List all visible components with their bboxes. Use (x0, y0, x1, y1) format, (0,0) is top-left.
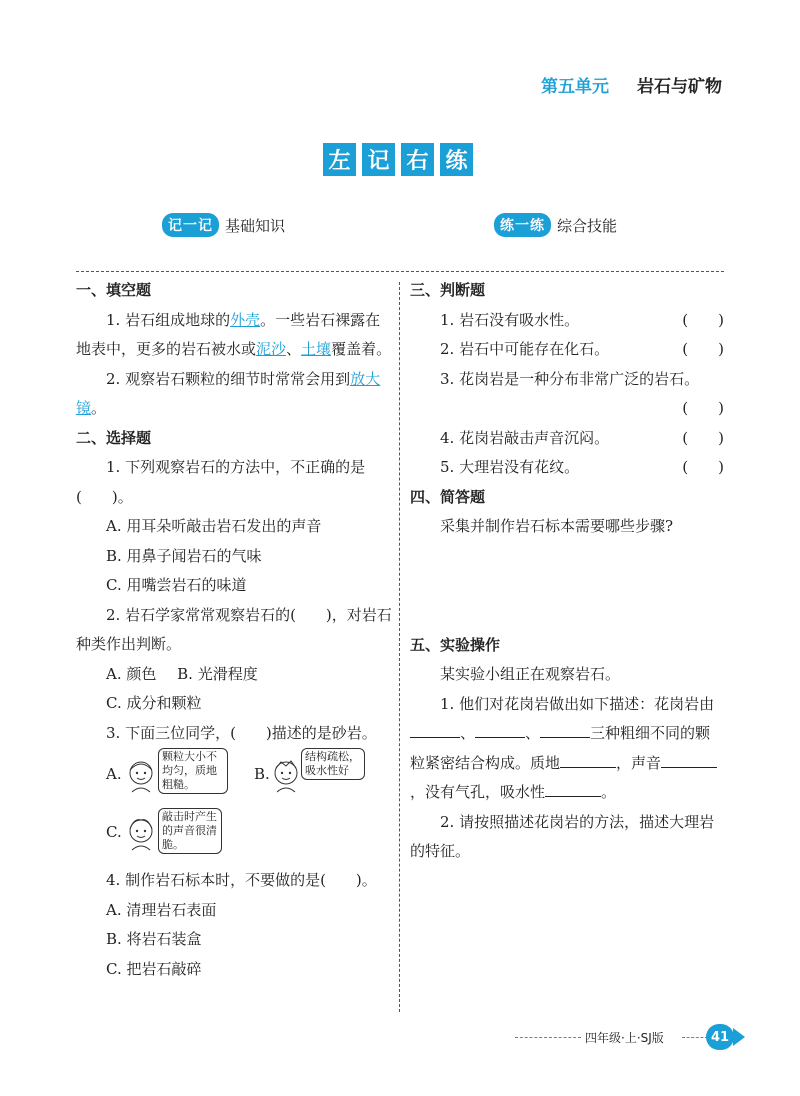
fill-q2-text: 2. 观察岩石颗粒的细节时常常会用到 (106, 369, 351, 388)
section-experiment-title: 五、实验操作 (410, 635, 501, 654)
experiment-q1-text: 。 (601, 783, 617, 801)
option-a-label: A. (106, 765, 122, 783)
answer-parentheses: ( ) (682, 340, 724, 358)
answer-text: 外壳 (230, 310, 261, 329)
student-b-figure (269, 756, 303, 794)
title-char: 记 (362, 143, 395, 176)
choice-q2-option: A. 颜色 (106, 664, 157, 683)
experiment-q1-text: 1. 他们对花岗岩做出如下描述：花岗岩由 (440, 694, 715, 713)
right-column (410, 276, 724, 867)
fill-q2 (76, 365, 392, 424)
fill-q1-text: 覆盖着。 (331, 340, 392, 358)
judge-item: 3. 花岗岩是一种分布非常广泛的岩石。 (440, 369, 700, 388)
footer-grade: 四年级·上·SJ版 (585, 1031, 664, 1045)
unit-label: 第五单元 (541, 77, 609, 97)
right-column-tag (494, 213, 617, 237)
experiment-q1 (410, 690, 724, 808)
unit-title: 岩石与矿物 (637, 77, 722, 97)
speech-bubble-c: 敲击时产生的声音很清脆。 (158, 808, 222, 854)
judge-item (410, 453, 724, 483)
answer-parentheses: ( ) (682, 428, 724, 447)
right-tag-label: 综合技能 (557, 216, 618, 235)
fill-q1-text: 。一些岩石裸露在地表中，更多的岩石被水或 (76, 310, 381, 358)
answer-parentheses: ( ) (682, 399, 724, 417)
judge-item-3-paren-row (410, 394, 724, 424)
experiment-q1-text: ，没有气孔，吸水性 (410, 783, 546, 801)
separator: 、 (460, 724, 476, 742)
choice-q1-option: A. 用耳朵听敲击岩石发出的声音 (106, 517, 322, 535)
answer-text: 放大镜 (76, 369, 381, 417)
choice-q4: 4. 制作岩石标本时，不要做的是( )。 (106, 871, 377, 889)
title-char: 练 (440, 143, 473, 176)
choice-q2-option: C. 成分和颗粒 (106, 694, 202, 712)
choice-q2: 2. 岩石学家常常观察岩石的( )，对岩石种类作出判断。 (76, 605, 392, 653)
fill-q1-text: 、 (286, 340, 302, 358)
title-char: 左 (323, 143, 356, 176)
answer-text: 土壤 (301, 340, 332, 358)
blank[interactable] (545, 778, 601, 797)
answer-parentheses: ( ) (682, 310, 724, 329)
choice-q4-option: B. 将岩石装盒 (106, 930, 202, 948)
judge-item (410, 335, 724, 365)
page-title (323, 143, 473, 176)
fill-q2-text: 。 (91, 399, 107, 417)
blank[interactable] (560, 749, 616, 768)
section-fill-blank-title: 一、填空题 (76, 281, 152, 299)
choice-q4-option: C. 把岩石敲碎 (106, 959, 202, 978)
choice-q3-illustrations (76, 748, 392, 866)
choice-q2-option: B. 光滑程度 (177, 664, 258, 683)
top-rule (76, 271, 724, 272)
judge-item-text: 2. 岩石中可能存在化石。 (440, 340, 610, 358)
student-a-figure (124, 756, 158, 794)
left-tag-chip: 记一记 (162, 213, 219, 237)
title-char: 右 (401, 143, 434, 176)
choice-q1: 1. 下列观察岩石的方法中，不正确的是( )。 (76, 458, 366, 506)
arrow-right-icon (733, 1028, 745, 1046)
option-b-label: B. (254, 765, 270, 783)
choice-q1-option: B. 用鼻子闻岩石的气味 (106, 546, 262, 565)
choice-q3: 3. 下面三位同学，( )描述的是砂岩。 (106, 723, 377, 742)
blank[interactable] (410, 719, 460, 738)
page-number: 41 (706, 1024, 734, 1050)
judge-item (410, 424, 724, 454)
section-short-answer-title: 四、简答题 (410, 487, 486, 506)
experiment-q1-text: ，声音 (616, 753, 662, 772)
left-tag-label: 基础知识 (225, 216, 286, 235)
experiment-q2: 2. 请按照描述花岗岩的方法，描述大理岩的特征。 (410, 812, 715, 860)
experiment-intro: 某实验小组正在观察岩石。 (440, 665, 621, 683)
choice-q1-option: C. 用嘴尝岩石的味道 (106, 576, 247, 594)
judge-item-text: 4. 花岗岩敲击声音沉闷。 (440, 428, 610, 447)
blank[interactable] (661, 749, 717, 768)
judge-item-text: 5. 大理岩没有花纹。 (440, 458, 580, 476)
experiment-q1-text: 三种粗细不同的颗粒紧密结合构成。质地 (410, 724, 711, 772)
column-divider (399, 282, 400, 1012)
right-tag-chip: 练一练 (494, 213, 551, 237)
blank[interactable] (475, 719, 525, 738)
fill-q1 (76, 306, 392, 365)
choice-q4-option: A. 清理岩石表面 (106, 900, 217, 919)
choice-q2-options (76, 660, 392, 690)
footer-dash-left (515, 1037, 581, 1038)
section-choice-title: 二、选择题 (76, 428, 152, 447)
answer-space (410, 542, 724, 631)
footer-dash-right (682, 1037, 708, 1038)
section-judge-title: 三、判断题 (410, 281, 486, 299)
blank[interactable] (540, 719, 590, 738)
short-answer-question: 采集并制作岩石标本需要哪些步骤? (440, 517, 674, 535)
left-column-tag (162, 213, 285, 237)
answer-parentheses: ( ) (682, 458, 724, 476)
judge-item-text: 1. 岩石没有吸水性。 (440, 310, 580, 329)
speech-bubble-a: 颗粒大小不均匀，质地粗糙。 (158, 748, 228, 794)
speech-bubble-b: 结构疏松，吸水性好 (301, 748, 365, 780)
judge-item (410, 306, 724, 336)
option-c-label: C. (106, 823, 122, 841)
answer-text: 泥沙 (256, 340, 287, 358)
student-c-figure (124, 814, 158, 852)
fill-q1-text: 1. 岩石组成地球的 (106, 310, 231, 329)
separator: 、 (525, 724, 541, 742)
left-column (76, 276, 392, 984)
